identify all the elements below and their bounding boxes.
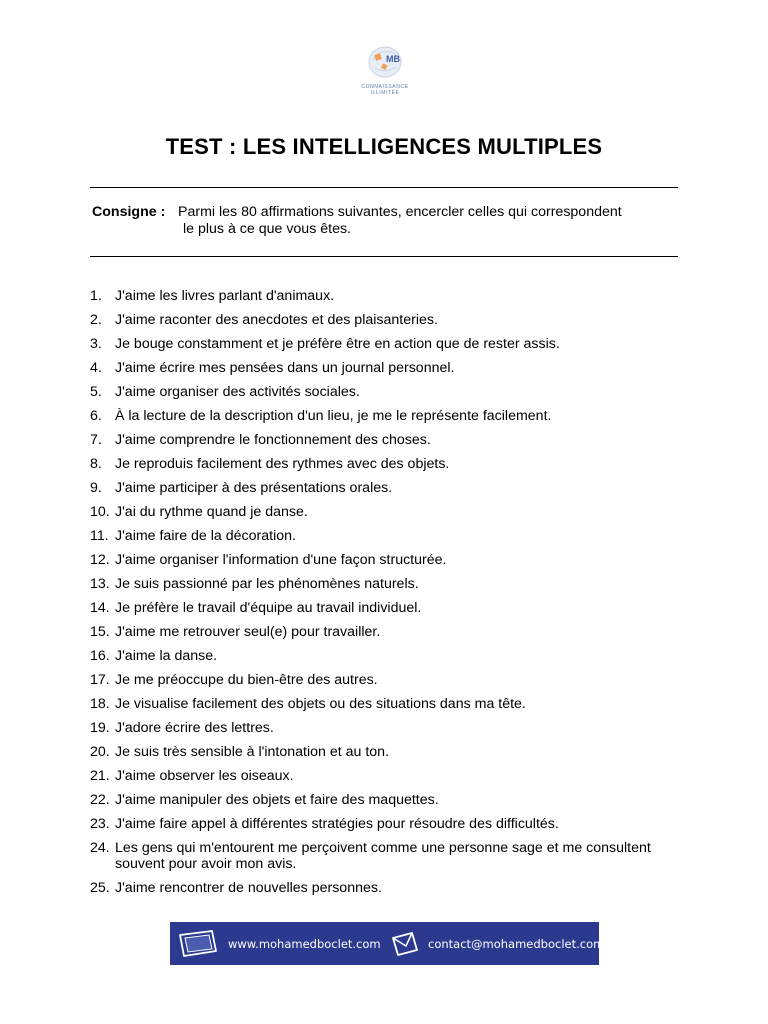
- statement-text: J'aime écrire mes pensées dans un journal personnel.: [115, 360, 455, 376]
- statement-text: Je suis très sensible à l'intonation et au ton.: [115, 744, 390, 760]
- statement-item[interactable]: [90, 552, 680, 568]
- statement-text: Je bouge constamment et je préfère être en action que de rester assis.: [115, 336, 560, 352]
- statement-number: 17.: [90, 672, 110, 688]
- statement-item[interactable]: [90, 768, 680, 784]
- statement-item[interactable]: [90, 408, 680, 424]
- statement-item[interactable]: [90, 432, 680, 448]
- logo-monogram: MB: [386, 54, 400, 64]
- brand-logo: [352, 40, 418, 118]
- website-text[interactable]: www.mohamedboclet.com: [228, 936, 381, 951]
- statement-text: Je suis passionné par les phénomènes naturels.: [115, 576, 419, 592]
- statement-item[interactable]: [90, 744, 680, 760]
- statement-text: Je reproduis facilement des rythmes avec des objets.: [115, 456, 450, 472]
- page-title: TEST : LES INTELLIGENCES MULTIPLES: [165, 134, 603, 159]
- logo-caption-line1: CONNAISSANCE: [361, 84, 409, 90]
- statement-text: J'aime observer les oiseaux.: [115, 768, 294, 784]
- statement-text: J'aime rencontrer de nouvelles personnes.: [115, 880, 382, 896]
- statement-item[interactable]: [90, 624, 680, 640]
- statement-number: 8.: [90, 456, 102, 472]
- instructions-line2: le plus à ce que vous êtes.: [183, 221, 351, 237]
- statement-number: 22.: [90, 792, 110, 808]
- statement-item[interactable]: [90, 360, 680, 376]
- statement-text: J'aime manipuler des objets et faire des maquettes.: [115, 792, 439, 808]
- statement-text: J'aime organiser des activités sociales.: [115, 384, 360, 400]
- statement-number: 10.: [90, 504, 110, 520]
- statement-number: 5.: [90, 384, 102, 400]
- instructions-line1: Parmi les 80 affirmations suivantes, encercler celles qui correspondent: [178, 204, 622, 220]
- footer-banner: [170, 922, 605, 965]
- statement-text: Je me préoccupe du bien-être des autres.: [115, 672, 378, 688]
- statement-text: J'aime raconter des anecdotes et des plaisanteries.: [115, 312, 438, 328]
- statement-number: 16.: [90, 648, 110, 664]
- email-text[interactable]: contact@mohamedboclet.com: [428, 936, 605, 951]
- statement-number: 3.: [90, 336, 102, 352]
- statement-text: J'aime les livres parlant d'animaux.: [115, 288, 335, 304]
- statement-item[interactable]: [90, 648, 680, 664]
- statement-item[interactable]: [90, 600, 680, 616]
- statement-text: Je visualise facilement des objets ou des situations dans ma tête.: [115, 696, 526, 712]
- statement-item[interactable]: [90, 312, 680, 328]
- statement-item[interactable]: [90, 816, 680, 832]
- statement-item[interactable]: [90, 288, 680, 304]
- statement-number: 2.: [90, 312, 102, 328]
- statement-text: J'adore écrire des lettres.: [115, 720, 274, 736]
- statement-number: 21.: [90, 768, 110, 784]
- statement-number: 19.: [90, 720, 110, 736]
- statement-number: 24.: [90, 840, 110, 856]
- statement-item[interactable]: [90, 384, 680, 400]
- statement-text: J'aime la danse.: [115, 648, 218, 664]
- statement-item[interactable]: [90, 840, 680, 872]
- tablet-icon: [176, 929, 220, 959]
- statement-item[interactable]: [90, 528, 680, 544]
- statement-text: J'aime organiser l'information d'une façon structurée.: [115, 552, 447, 568]
- statement-item[interactable]: [90, 696, 680, 712]
- statement-number: 12.: [90, 552, 110, 568]
- statement-text: J'aime me retrouver seul(e) pour travailler.: [115, 624, 381, 640]
- email-link[interactable]: [390, 922, 604, 965]
- statement-number: 20.: [90, 744, 110, 760]
- statement-item[interactable]: [90, 504, 680, 520]
- statement-text: À la lecture de la description d'un lieu, je me le représente facilement.: [115, 408, 552, 424]
- statement-item[interactable]: [90, 336, 680, 352]
- instructions-label: Consigne :: [92, 204, 166, 220]
- bottom-divider: [90, 256, 678, 257]
- statement-item[interactable]: [90, 480, 680, 496]
- statement-text: Les gens qui m'entourent me perçoivent comme une personne sage et me consultent souvent pour avoir mon avis.: [115, 840, 651, 872]
- statement-number: 11.: [90, 528, 109, 544]
- statement-text: J'ai du rythme quand je danse.: [115, 504, 308, 520]
- statement-number: 15.: [90, 624, 110, 640]
- statement-number: 14.: [90, 600, 110, 616]
- mail-icon: [390, 929, 420, 959]
- statement-number: 4.: [90, 360, 102, 376]
- statement-number: 7.: [90, 432, 102, 448]
- statement-number: 23.: [90, 816, 110, 832]
- statement-number: 13.: [90, 576, 110, 592]
- statement-text: J'aime faire appel à différentes stratégies pour résoudre des difficultés.: [115, 816, 559, 832]
- statement-item[interactable]: [90, 456, 680, 472]
- statement-text: Je préfère le travail d'équipe au travail individuel.: [115, 600, 422, 616]
- statement-text: J'aime participer à des présentations orales.: [115, 480, 393, 496]
- statement-number: 18.: [90, 696, 110, 712]
- statement-number: 6.: [90, 408, 102, 424]
- statement-item[interactable]: [90, 576, 680, 592]
- statement-text: J'aime comprendre le fonctionnement des choses.: [115, 432, 431, 448]
- statement-item[interactable]: [90, 880, 680, 896]
- top-divider: [90, 187, 678, 188]
- statement-number: 25.: [90, 880, 110, 896]
- statement-item[interactable]: [90, 792, 680, 808]
- statement-number: 1.: [90, 288, 102, 304]
- statement-text: J'aime faire de la décoration.: [115, 528, 296, 544]
- logo-caption-line2: ILLIMITÉE: [370, 90, 400, 96]
- statement-item[interactable]: [90, 720, 680, 736]
- statement-list: [90, 288, 680, 904]
- website-link[interactable]: [176, 922, 381, 965]
- statement-number: 9.: [90, 480, 102, 496]
- instructions-text: [178, 204, 678, 238]
- statement-item[interactable]: [90, 672, 680, 688]
- brain-logo-icon: [365, 40, 405, 84]
